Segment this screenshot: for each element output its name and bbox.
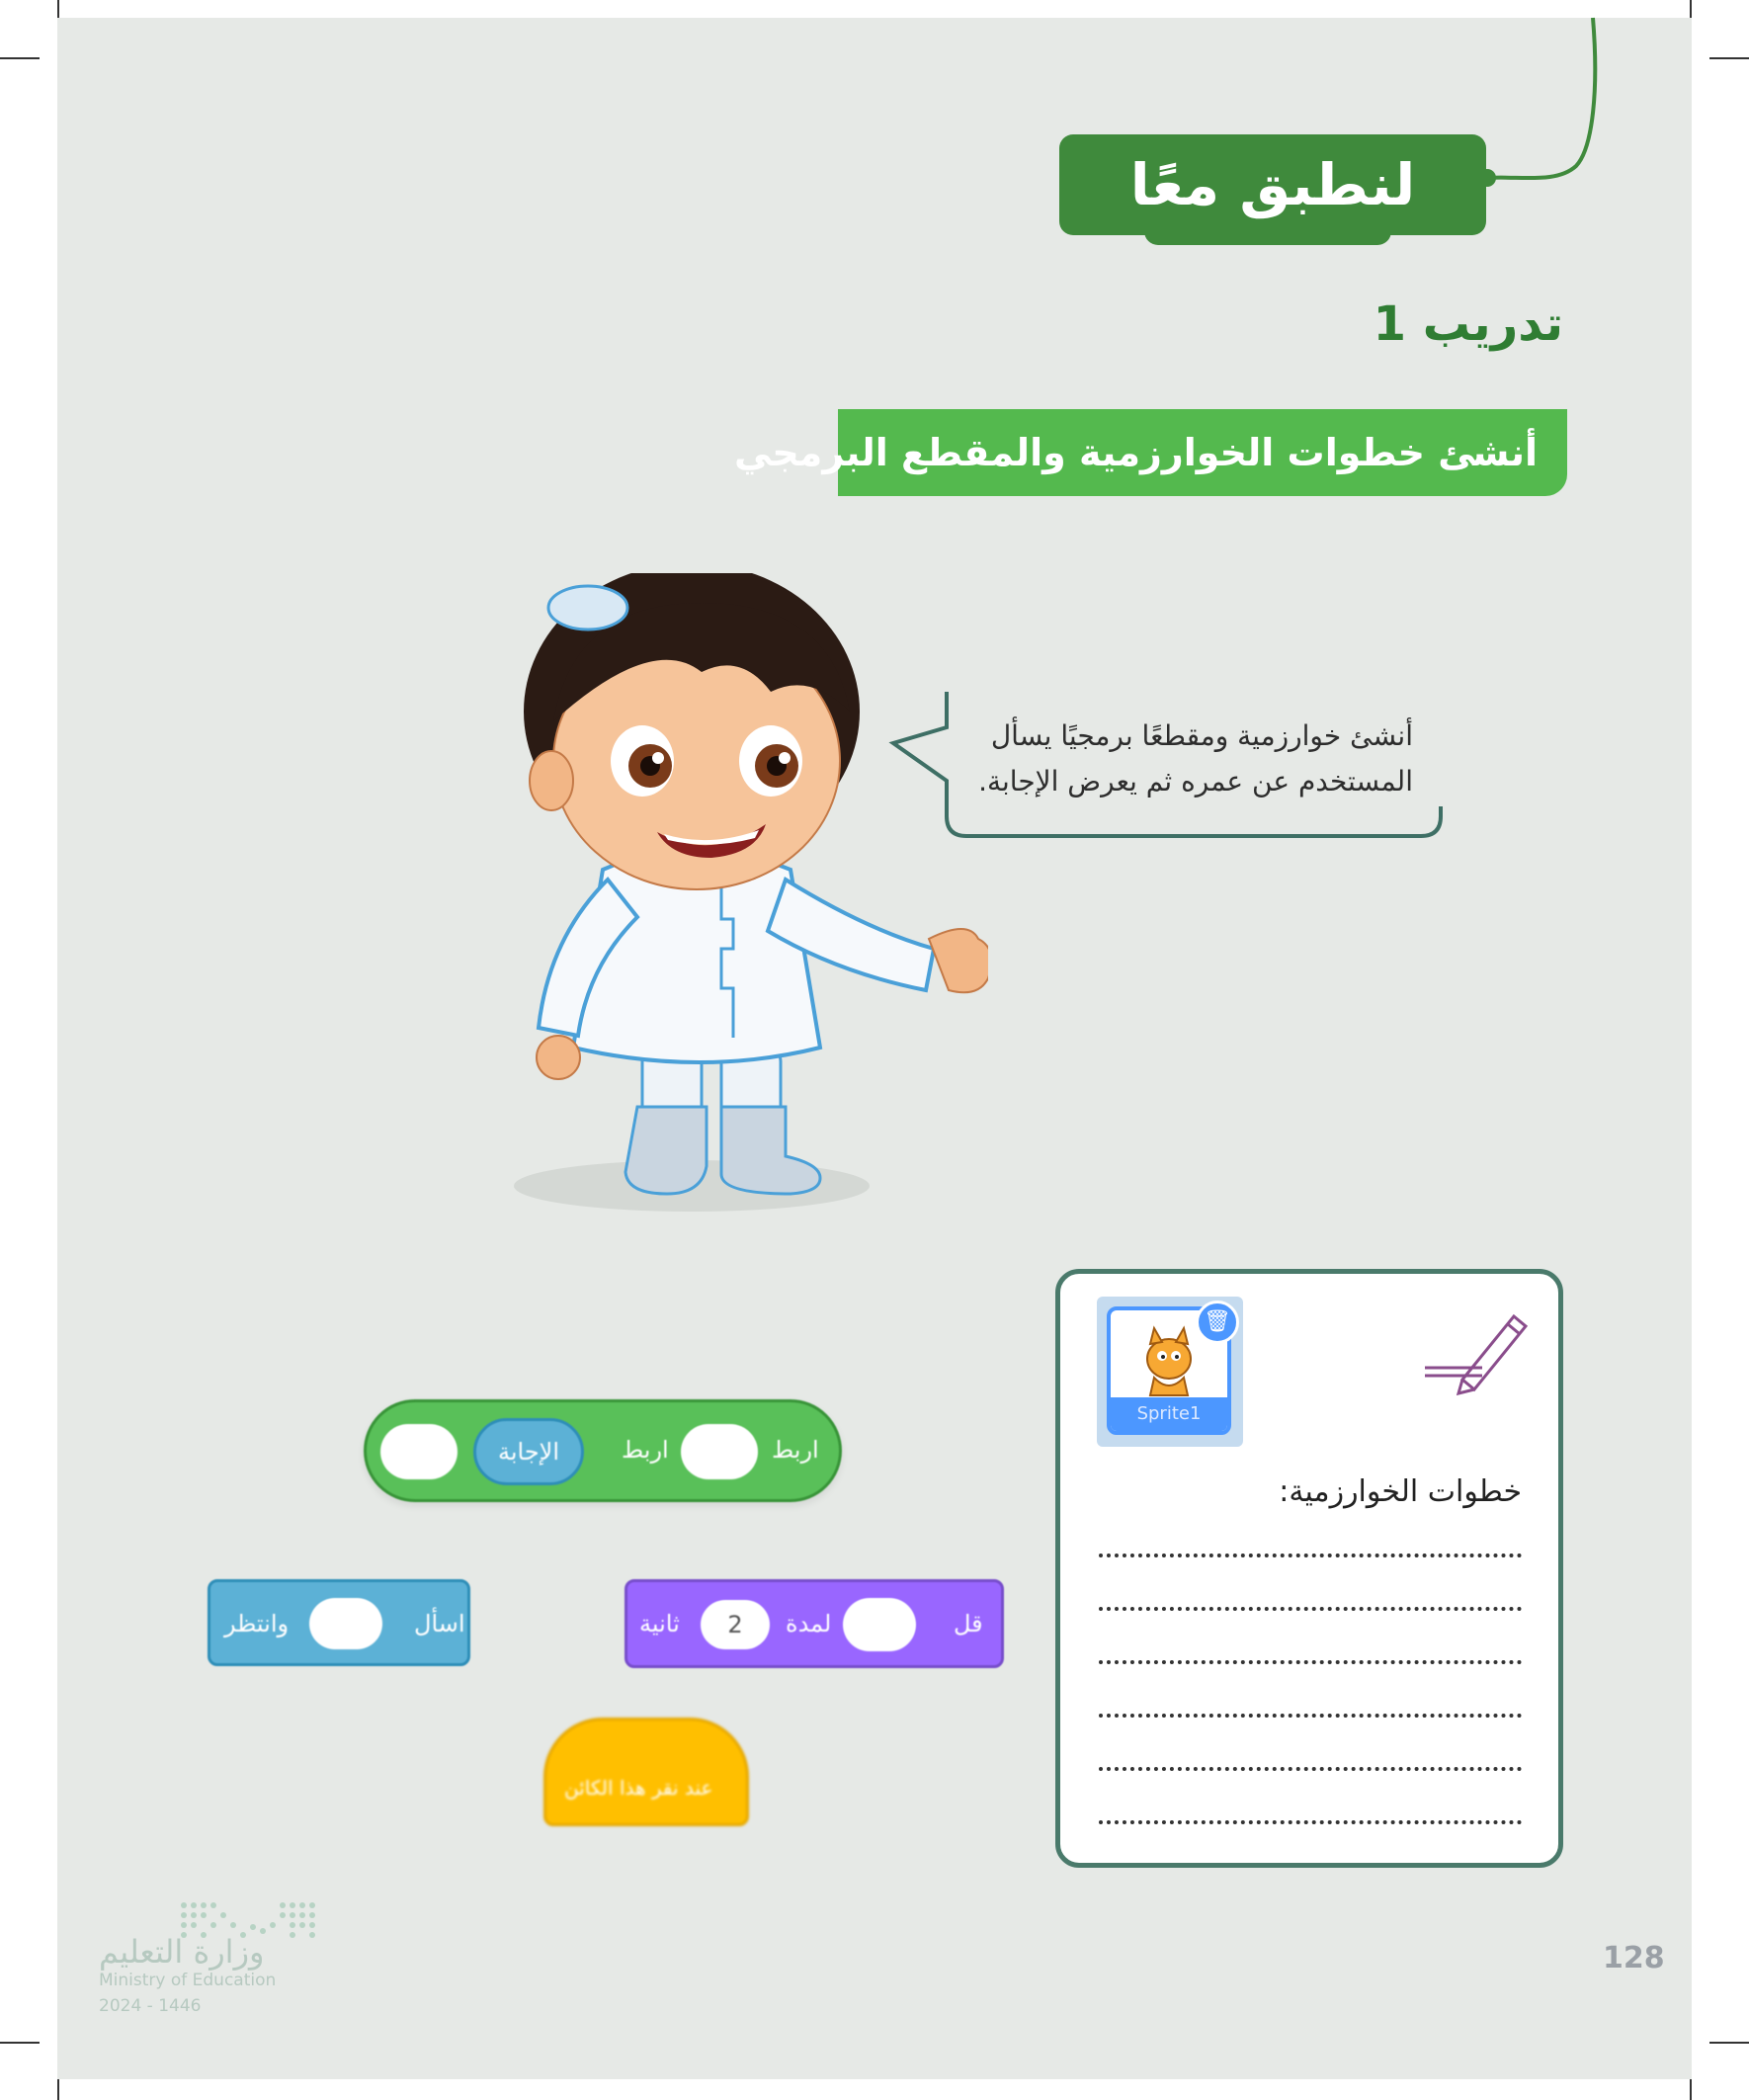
ask-label: اسأل <box>414 1610 465 1638</box>
hat-block-label: عند نقر هذا الكائن <box>564 1776 713 1800</box>
ask-wait-label: وانتظر <box>224 1610 290 1638</box>
answer-reporter-label: الإجابة <box>497 1438 560 1466</box>
ministry-name-english: Ministry of Education <box>99 1971 277 1990</box>
join-inner-label: اربط <box>622 1436 669 1464</box>
join-operator-block[interactable] <box>364 1399 842 1502</box>
join-input-right[interactable] <box>681 1424 758 1479</box>
page-number: 128 <box>1603 1941 1665 1975</box>
exercise-heading: تدريب 1 <box>1373 296 1563 352</box>
answer-line[interactable] <box>1099 1767 1522 1771</box>
ask-input[interactable] <box>309 1598 382 1649</box>
task-text: أنشئ خطوات الخوارزمية والمقطع البرمجي <box>733 431 1538 474</box>
sprite-thumbnail[interactable] <box>1097 1297 1243 1447</box>
answer-line[interactable] <box>1099 1554 1522 1557</box>
ministry-name-arabic: وزارة التعليم <box>99 1933 265 1971</box>
say-for-label: لمدة <box>786 1610 832 1638</box>
say-label: قل <box>954 1610 983 1638</box>
speech-line-2: المستخدم عن عمره ثم يعرض الإجابة. <box>978 765 1413 798</box>
sprite-name: Sprite1 <box>1111 1397 1227 1431</box>
speech-line-1: أنشئ خوارزمية ومقطعًا برمجيًا يسأل <box>990 719 1413 752</box>
say-seconds-input[interactable] <box>701 1600 770 1649</box>
edition-year: 2024 - 1446 <box>99 1996 202 2016</box>
answer-reporter[interactable] <box>473 1418 584 1485</box>
ask-and-wait-block[interactable] <box>208 1579 470 1666</box>
say-message-input[interactable] <box>843 1598 916 1651</box>
trash-icon[interactable]: 🗑 <box>1196 1301 1239 1344</box>
speech-text <box>949 714 1413 804</box>
say-seconds-value: 2 <box>727 1611 743 1638</box>
answer-line[interactable] <box>1099 1607 1522 1611</box>
answer-line[interactable] <box>1099 1820 1522 1824</box>
join-input-left[interactable] <box>380 1424 458 1479</box>
answer-line[interactable] <box>1099 1660 1522 1664</box>
when-sprite-clicked-hat-block[interactable] <box>543 1718 749 1826</box>
join-outer-label: اربط <box>772 1436 819 1464</box>
answer-line[interactable] <box>1099 1714 1522 1718</box>
pencil-icon <box>1423 1297 1532 1395</box>
say-seconds-label: ثانية <box>639 1610 680 1638</box>
algorithm-steps-label: خطوات الخوارزمية: <box>1279 1474 1522 1509</box>
page-title: لنطبق معًا <box>1129 151 1416 218</box>
say-for-secs-block[interactable] <box>625 1579 1004 1668</box>
